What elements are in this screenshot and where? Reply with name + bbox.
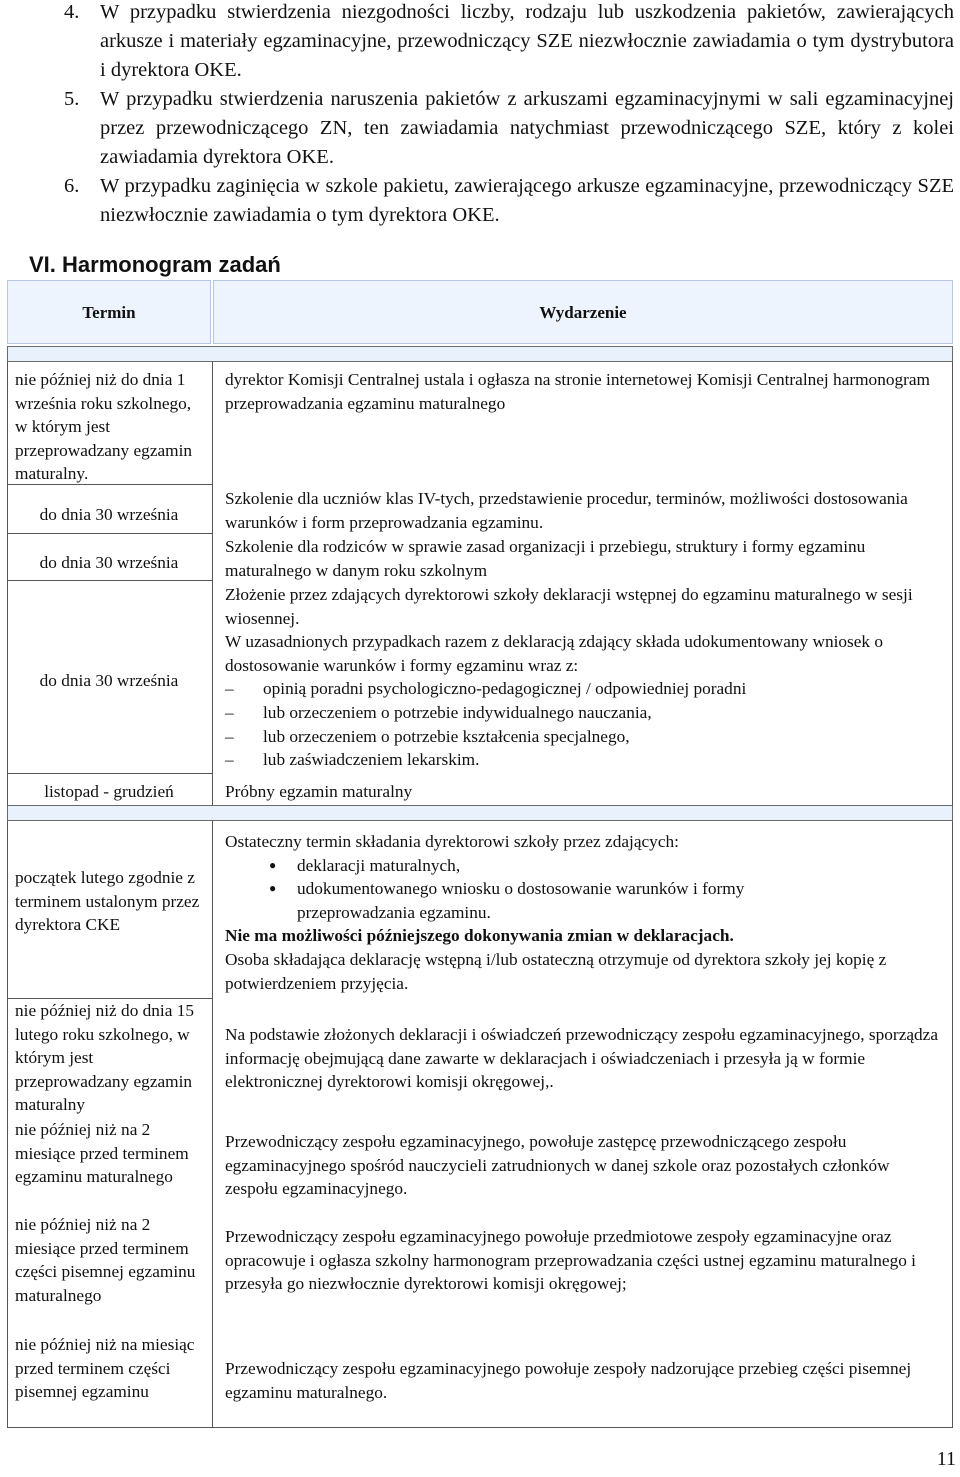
separator-bar [7, 805, 953, 821]
bold-note: Nie ma możliwości późniejszego dokonywania zmian w deklaracjach. [225, 926, 734, 946]
table-border [212, 821, 213, 1428]
header-termin [7, 280, 211, 344]
item-text: W przypadku stwierdzenia naruszenia pakietów z arkuszami egzaminacyjnymi w sali egzaminacyjnej przez przewodniczącego ZN, ten zawiadamia natychmiast przewodniczącego SZE, który z kolei zawiadamia dyrektora OKE. [100, 88, 954, 168]
event-cell: Szkolenie dla rodziców w sprawie zasad organizacji i przebiegu, struktury i formy egzaminu maturalnego w danym roku szkolnym [225, 537, 866, 580]
termin-cell: nie później niż na 2 miesiące przed terminem egzaminu maturalnego [15, 1120, 189, 1187]
table-bottom [7, 1427, 953, 1428]
section-heading: VI. Harmonogram zadań [29, 252, 281, 277]
list-item: ● udokumentowanego wniosku o dostosowanie warunków i formy przeprowadzania egzaminu. [225, 877, 837, 924]
list-item: ● deklaracji maturalnych, [225, 854, 945, 878]
schedule-table [7, 280, 953, 1428]
item-text: W przypadku stwierdzenia niezgodności liczby, rodzaju lub uszkodzenia pakietów, zawierających arkusze i materiały egzaminacyjne, przewodniczący SZE niezwłocznie zawiadamia o tym dystrybutora i dyrektora OKE. [100, 1, 954, 81]
list-item: – opinią poradni psychologiczno-pedagogicznej / odpowiedniej poradni [225, 677, 945, 701]
event-cell: Przewodniczący zespołu egzaminacyjnego, powołuje zastępcę przewodniczącego zespołu egzaminacyjnego spośród nauczycieli zatrudnionych w danej szkole oraz pozostałych członków zespołu egzaminacyjnego. [225, 1132, 890, 1199]
header-wydarzenie [213, 280, 953, 344]
row-divider [7, 773, 213, 774]
list-item: – lub orzeczeniem o potrzebie kształcenia specjalnego, [225, 725, 945, 749]
intro-item [64, 85, 954, 172]
termin-cell: do dnia 30 września [39, 505, 179, 524]
item-text: W przypadku zaginięcia w szkole pakietu, zawierającego arkusze egzaminacyjne, przewodniczący SZE niezwłocznie zawiadamia o tym dyrektora OKE. [100, 175, 954, 226]
separator-bar [7, 346, 953, 362]
event-cell: Przewodniczący zespołu egzaminacyjnego powołuje zespoły nadzorujące przebieg części pisemnej egzaminu maturalnego. [225, 1359, 912, 1402]
dash-list [225, 677, 945, 771]
header-termin-label: Termin [82, 303, 136, 322]
termin-cell: nie później niż do dnia 1 września roku szkolnego, w którym jest przeprowadzany egzamin maturalny. [15, 370, 193, 484]
event-cell: Przewodniczący zespołu egzaminacyjnego powołuje przedmiotowe zespoły egzaminacyjne oraz opracowuje i ogłasza szkolny harmonogram przeprowadzania części ustnej egzaminu maturalnego i przesyła go niezwłocznie dyrektorowi komisji okręgowej; [225, 1227, 916, 1294]
event-cell: Szkolenie dla uczniów klas IV-tych, przedstawienie procedur, terminów, możliwości dostosowania warunków i form przeprowadzania egzaminu. [225, 489, 908, 532]
bullet-list [225, 854, 945, 925]
termin-cell: nie później niż do dnia 15 lutego roku szkolnego, w którym jest przeprowadzany egzamin maturalny [15, 1001, 195, 1115]
event-text: Złożenie przez zdających dyrektorowi szkoły deklaracji wstępnej do egzaminu maturalnego w sesji wiosennej. [225, 585, 913, 628]
event-text: W uzasadnionych przypadkach razem z deklaracją zdający składa udokumentowany wniosek o dostosowanie warunków i formy egzaminu wraz z: [225, 632, 884, 675]
event-cell: Próbny egzamin maturalny [225, 782, 413, 801]
termin-cell: początek lutego zgodnie z terminem ustalonym przez dyrektora CKE [15, 868, 200, 935]
termin-cell: do dnia 30 września [39, 553, 179, 572]
event-cell: dyrektor Komisji Centralnej ustala i ogłasza na stronie internetowej Komisji Centralnej harmonogram przeprowadzania egzaminu maturalnego [225, 370, 930, 413]
page-number: 11 [936, 1448, 956, 1470]
event-text: Ostateczny termin składania dyrektorowi szkoły przez zdających: [225, 832, 679, 851]
list-item: – lub orzeczeniem o potrzebie indywidualnego nauczania, [225, 701, 945, 725]
intro-item [64, 172, 954, 230]
row-divider [7, 580, 213, 581]
intro-list [64, 0, 954, 230]
list-item: – lub zaświadczeniem lekarskim. [225, 748, 945, 772]
item-number: 6. [64, 175, 80, 197]
event-cell [217, 830, 953, 995]
item-number: 4. [64, 1, 80, 23]
termin-cell: nie później niż na 2 miesiące przed terminem części pisemnej egzaminu maturalnego [15, 1215, 196, 1305]
item-number: 5. [64, 88, 80, 110]
row-divider [7, 533, 213, 534]
termin-cell: nie później niż na miesiąc przed terminem części pisemnej egzaminu [15, 1335, 195, 1402]
header-wydarzenie-label: Wydarzenie [539, 303, 627, 322]
termin-cell: do dnia 30 września [39, 671, 179, 690]
event-cell [217, 583, 953, 772]
event-text: Osoba składająca deklarację wstępną i/lub ostateczną otrzymuje od dyrektora szkoły jej kopię z potwierdzeniem przyjęcia. [225, 949, 887, 993]
termin-cell: listopad - grudzień [44, 782, 174, 801]
intro-item [64, 0, 954, 85]
event-cell: Na podstawie złożonych deklaracji i oświadczeń przewodniczący zespołu egzaminacyjnego, sporządza informację obejmującą dane zawarte w deklaracjach i oświadczeniach i przesyła ją w formie elektronicznej dyrektorowi komisji okręgowej,. [225, 1025, 939, 1092]
table-border [212, 362, 213, 805]
